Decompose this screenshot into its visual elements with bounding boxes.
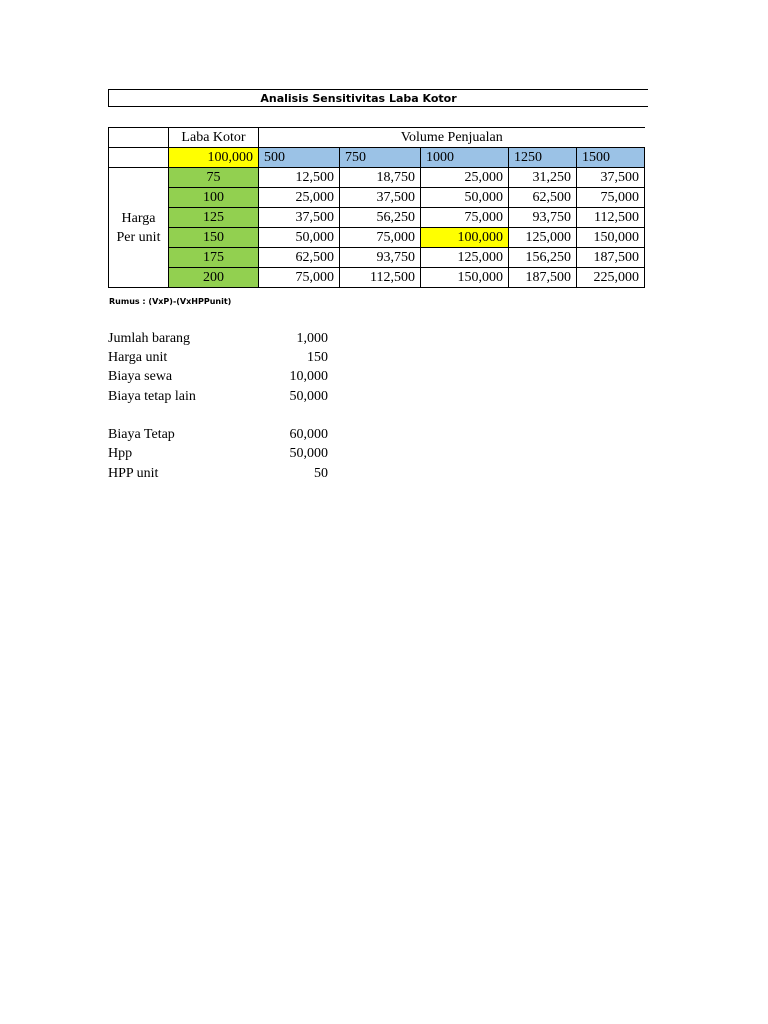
sensitivity-table [108,127,645,288]
output-label[interactable]: Hpp [108,446,133,461]
row-label-blank-cell[interactable] [109,148,169,168]
input-label[interactable]: Biaya sewa [108,369,173,384]
input-value[interactable]: 10,000 [289,369,328,384]
profit-cell[interactable]: 125,000 [509,228,577,248]
profit-cell[interactable]: 225,000 [577,268,645,288]
corner-value-cell[interactable]: 100,000 [169,148,259,168]
profit-cell[interactable]: 37,500 [340,188,421,208]
input-label[interactable]: Biaya tetap lain [108,389,196,404]
formula-suffix: ) [227,297,232,306]
profit-cell[interactable]: 93,750 [340,248,421,268]
volume-cell[interactable]: 1500 [577,148,645,168]
profit-cell[interactable]: 156,250 [509,248,577,268]
profit-cell[interactable]: 150,000 [577,228,645,248]
input-row [108,369,328,388]
input-row [108,389,328,408]
table-header-row [109,128,645,148]
output-value[interactable]: 60,000 [289,427,328,442]
volume-header-cell[interactable]: Volume Penjualan [259,128,645,148]
formula-note [109,297,231,306]
table-row [109,248,645,268]
profit-cell[interactable]: 12,500 [259,168,340,188]
profit-cell[interactable]: 187,500 [509,268,577,288]
input-row [108,350,328,369]
volume-row [109,148,645,168]
output-row [108,427,328,446]
profit-cell[interactable]: 37,500 [577,168,645,188]
formula-bold: HPPunit [191,297,228,306]
table-row [109,208,645,228]
profit-cell[interactable]: 75,000 [259,268,340,288]
profit-cell[interactable]: 62,500 [509,188,577,208]
profit-cell[interactable]: 75,000 [340,228,421,248]
input-label[interactable]: Jumlah barang [108,331,191,346]
sheet-title: Analisis Sensitivitas Laba Kotor [260,91,457,105]
profit-cell[interactable]: 93,750 [509,208,577,228]
price-cell[interactable]: 125 [169,208,259,228]
profit-cell[interactable]: 112,500 [340,268,421,288]
input-value[interactable]: 1,000 [296,331,328,346]
price-cell[interactable]: 175 [169,248,259,268]
volume-cell[interactable]: 1250 [509,148,577,168]
table-row [109,228,645,248]
price-group-label-cell[interactable] [109,168,169,288]
output-label[interactable]: HPP unit [108,466,159,481]
profit-cell[interactable]: 18,750 [340,168,421,188]
volume-cell[interactable]: 1000 [421,148,509,168]
output-value[interactable]: 50 [314,466,328,481]
price-cell[interactable]: 100 [169,188,259,208]
profit-cell[interactable]: 187,500 [577,248,645,268]
price-cell[interactable]: 75 [169,168,259,188]
input-row [108,331,328,350]
profit-cell[interactable]: 150,000 [421,268,509,288]
output-row [108,466,328,485]
profit-cell[interactable]: 50,000 [421,188,509,208]
input-value[interactable]: 150 [307,350,328,365]
price-group-label-line1: Harga [121,210,156,226]
profit-cell[interactable]: 75,000 [577,188,645,208]
table-row [109,188,645,208]
profit-cell[interactable]: 75,000 [421,208,509,228]
corner-label-cell[interactable]: Laba Kotor [169,128,259,148]
input-label[interactable]: Harga unit [108,350,168,365]
sheet-title-bar [108,89,648,107]
profit-cell[interactable]: 62,500 [259,248,340,268]
volume-cell[interactable]: 500 [259,148,340,168]
volume-cell[interactable]: 750 [340,148,421,168]
price-cell[interactable]: 200 [169,268,259,288]
profit-cell[interactable]: 25,000 [421,168,509,188]
table-row [109,268,645,288]
highlighted-profit-cell[interactable]: 100,000 [421,228,509,248]
price-cell[interactable]: 150 [169,228,259,248]
profit-cell[interactable]: 56,250 [340,208,421,228]
profit-cell[interactable]: 31,250 [509,168,577,188]
price-group-label-line2: Per unit [116,229,161,245]
formula-prefix: Rumus : (VxP)-(Vx [109,297,192,306]
output-label[interactable]: Biaya Tetap [108,427,175,442]
profit-cell[interactable]: 125,000 [421,248,509,268]
profit-cell[interactable]: 37,500 [259,208,340,228]
profit-cell[interactable]: 50,000 [259,228,340,248]
table-row [109,168,645,188]
corner-blank-cell[interactable] [109,128,169,148]
input-value[interactable]: 50,000 [289,389,328,404]
profit-cell[interactable]: 25,000 [259,188,340,208]
output-value[interactable]: 50,000 [289,446,328,461]
output-row [108,446,328,465]
profit-cell[interactable]: 112,500 [577,208,645,228]
